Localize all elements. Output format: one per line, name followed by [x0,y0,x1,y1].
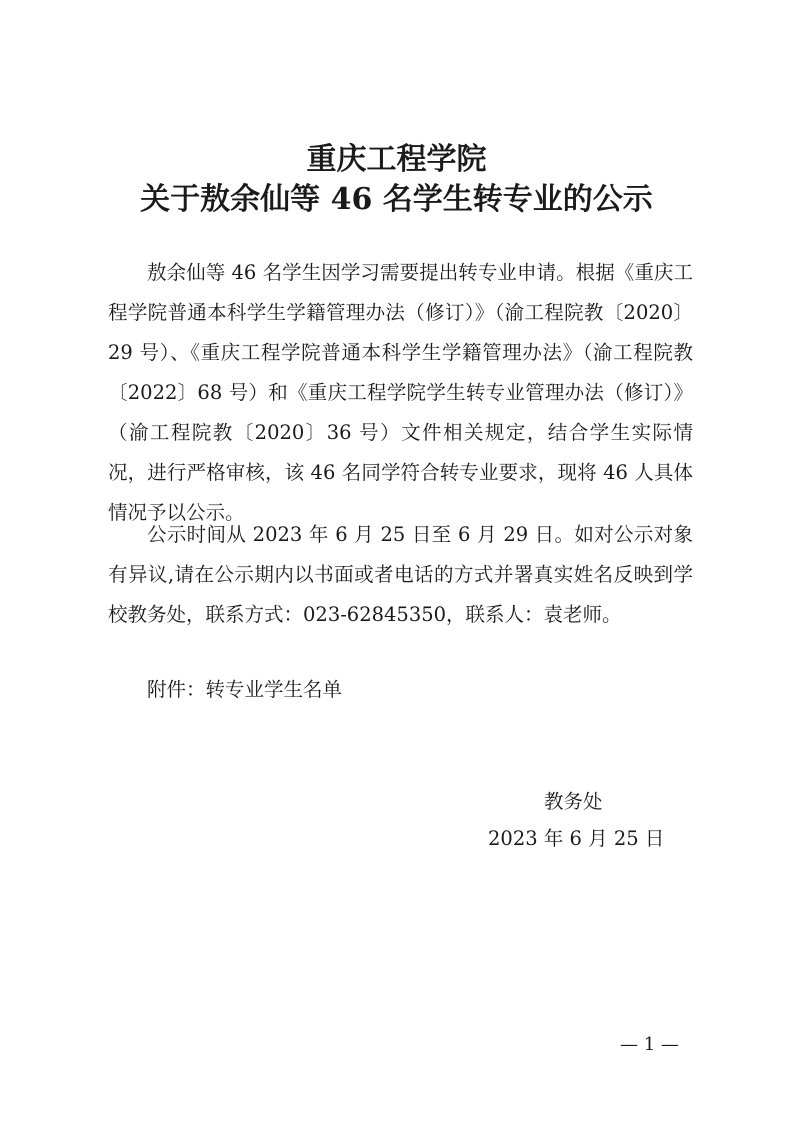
issuer-department: 教务处 [544,790,603,813]
body-paragraph-1: 敖余仙等 46 名学生因学习需要提出转专业申请。根据《重庆工程学院普通本科学生学籍管理办法（修订）》（渝工程院教〔2020〕29 号）、《重庆工程学院普通本科学生学籍管理办法》（渝工程院教〔2022〕68 号）和《重庆工程学院学生转专业管理办法（修订）》（渝工程院教〔2020〕36 号）文件相关规定，结合学生实际情况，进行严格审核，该 46 名同学符合转专业要求，现将 46 人具体情况予以公示。 [108,261,693,524]
issue-date: 2023 年 6 月 25 日 [488,827,665,850]
document-title-line1: 重庆工程学院 [306,142,487,177]
document-title-line2: 关于敖余仙等 46 名学生转专业的公示 [140,182,653,217]
page-number: — 1 — [620,1034,679,1055]
body-paragraph-2: 公示时间从 2023 年 6 月 25 日至 6 月 29 日。如对公示对象有异议,请在公示期内以书面或者电话的方式并署真实姓名反映到学校教务处，联系方式：023-62845350，联系人：袁老师。 [108,523,693,626]
attachment-line [147,670,342,710]
attachment-name: 转专业学生名单 [205,678,343,701]
attachment-label: 附件： [147,678,206,701]
